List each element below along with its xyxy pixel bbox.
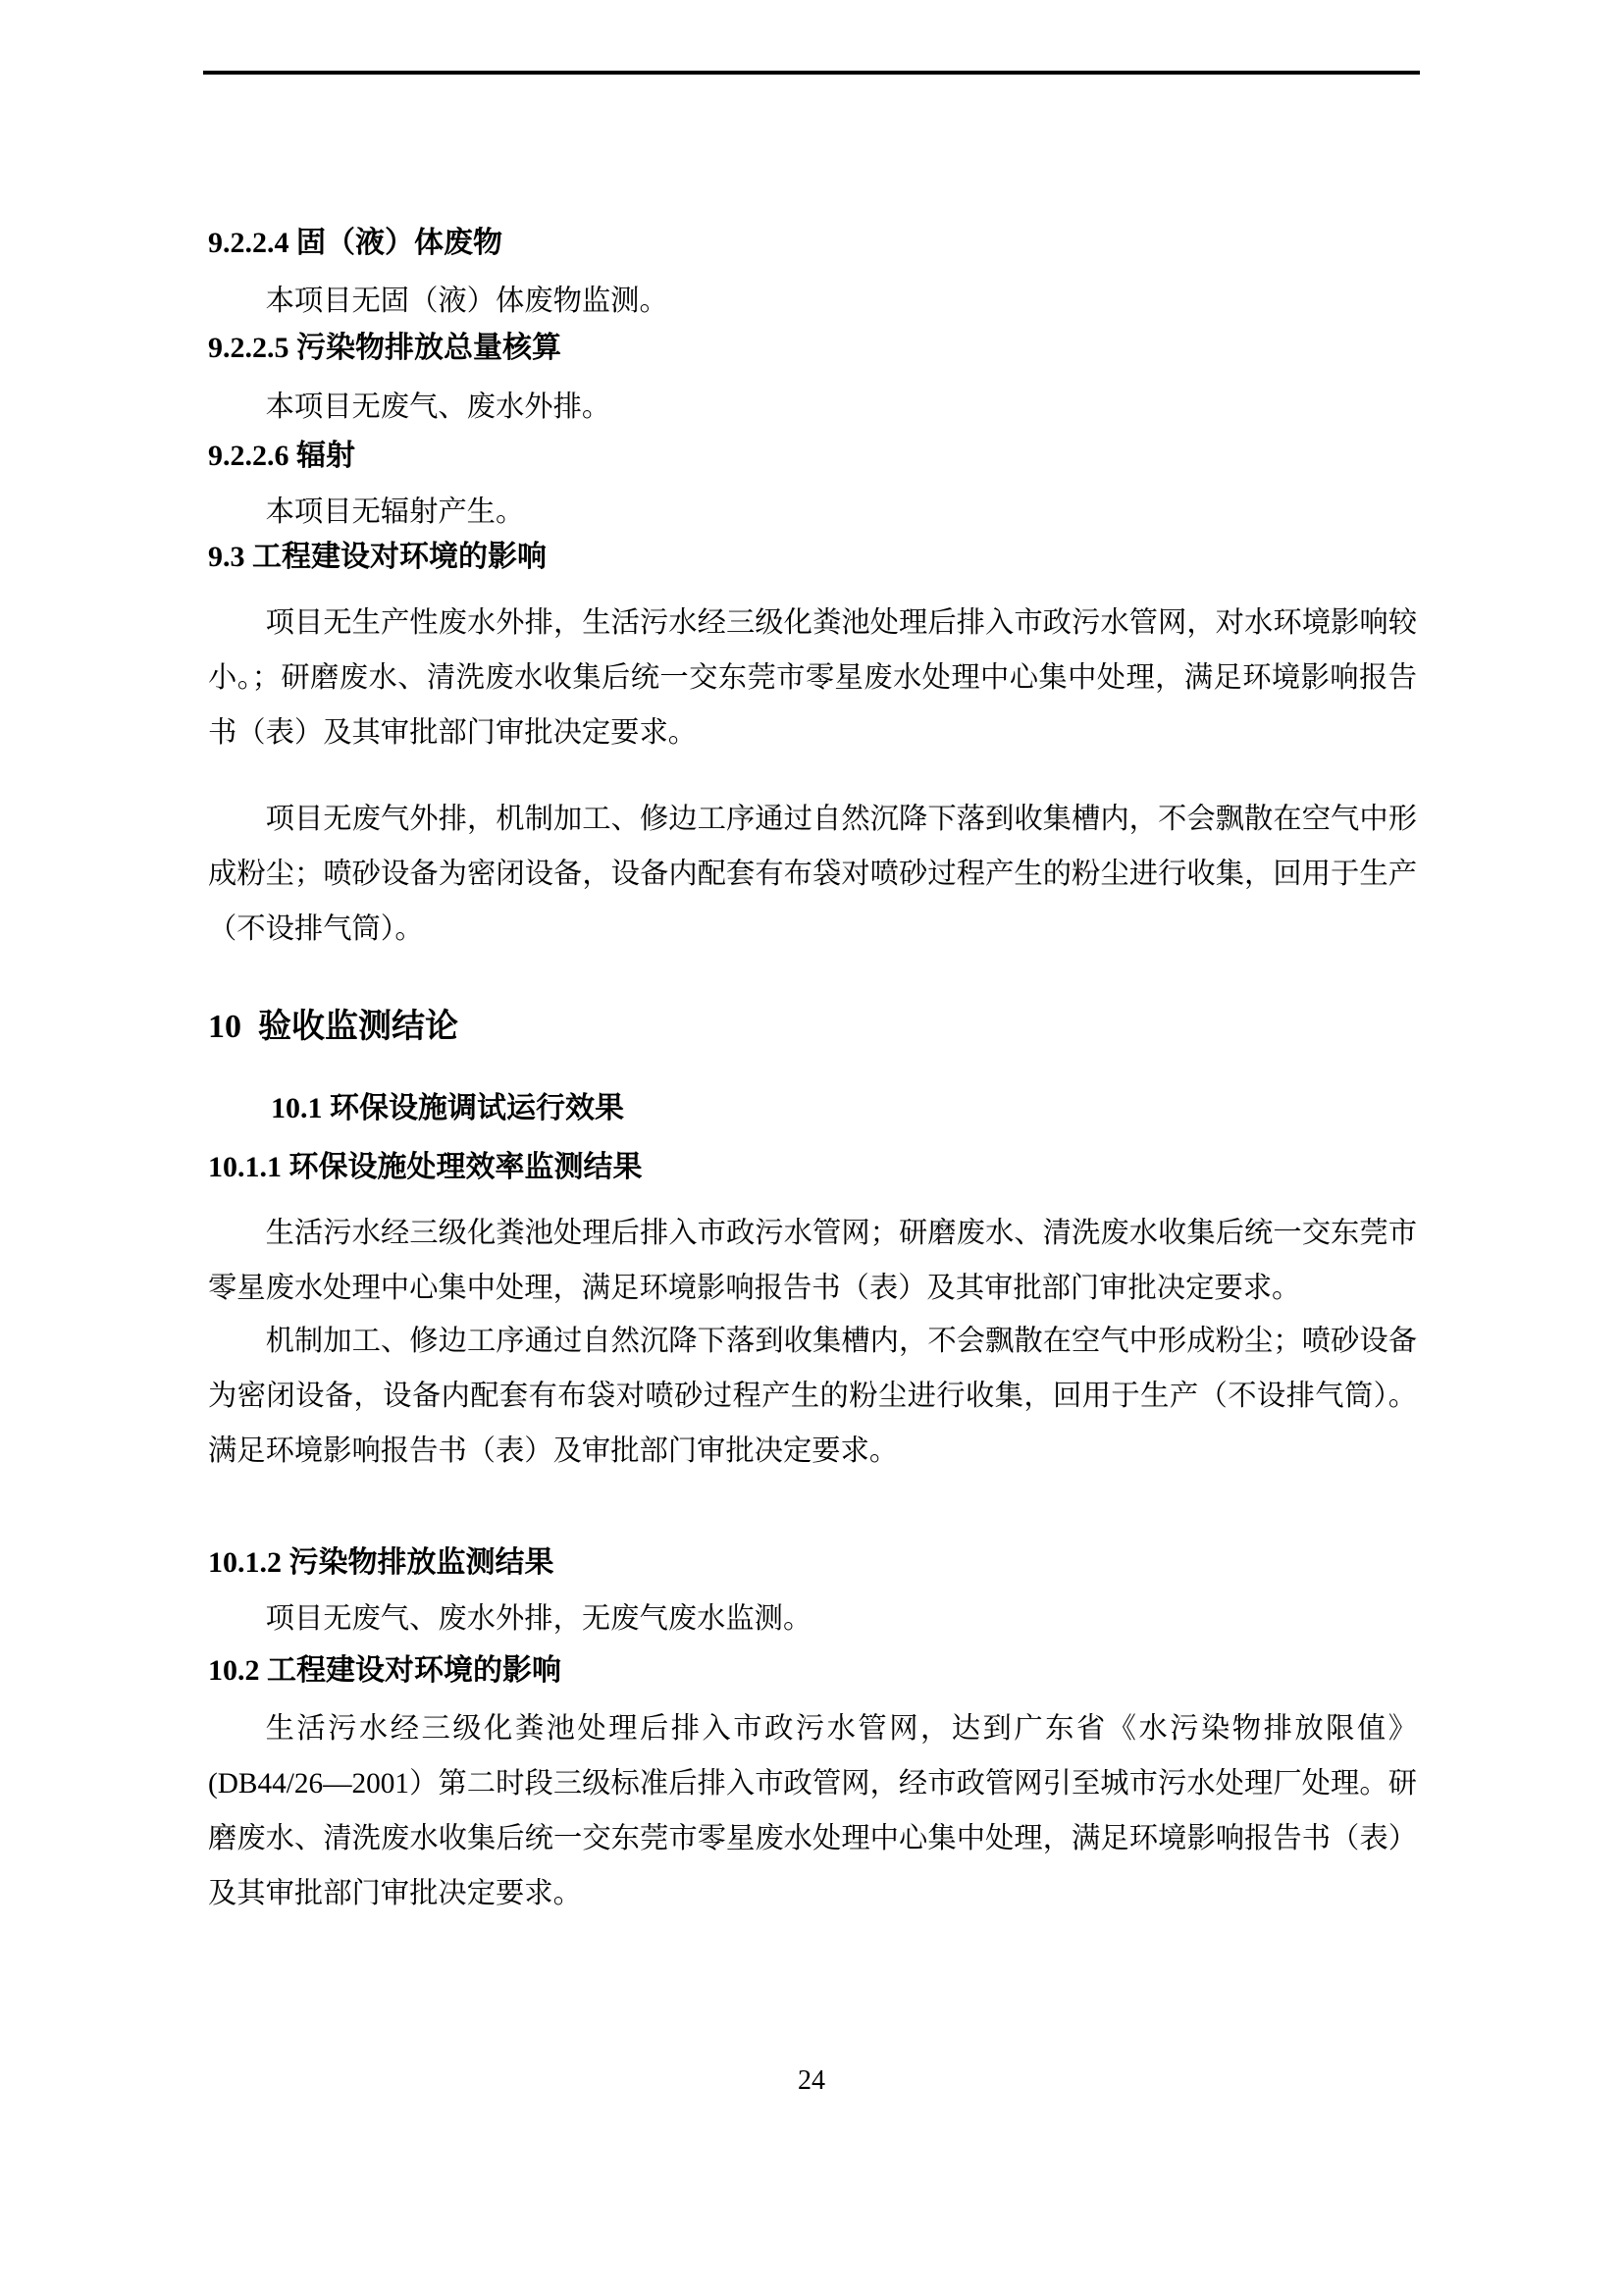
paragraph-10-1-1-water: 生活污水经三级化粪池处理后排入市政污水管网；研磨废水、清洗废水收集后统一交东莞市零星废水处理中心集中处理，满足环境影响报告书（表）及其审批部门审批决定要求。 (208, 1218, 1417, 1304)
heading-10: 10 验收监测结论 (208, 1009, 458, 1045)
paragraph-9-2-2-5: 本项目无废气、废水外排。 (265, 391, 611, 423)
heading-9-2-2-5: 9.2.2.5 污染物排放总量核算 (208, 332, 561, 364)
paragraph-9-2-2-6: 本项目无辐射产生。 (265, 496, 525, 528)
heading-9-2-2-4: 9.2.2.4 固（液）体废物 (208, 227, 502, 259)
heading-10-1: 10.1 环保设施调试运行效果 (271, 1092, 624, 1124)
heading-10-1-2: 10.1.2 污染物排放监测结果 (208, 1546, 554, 1579)
heading-9-3: 9.3 工程建设对环境的影响 (208, 541, 547, 573)
paragraph-10-1-1-dust: 机制加工、修边工序通过自然沉降下落到收集槽内，不会飘散在空气中形成粉尘；喷砂设备为密闭设备，设备内配套有布袋对喷砂过程产生的粉尘进行收集，回用于生产（不设排气筒）。满足环境影响报告书（表）及审批部门审批决定要求。 (208, 1326, 1417, 1467)
heading-10-2: 10.2 工程建设对环境的影响 (208, 1654, 561, 1687)
paragraph-9-3-air: 项目无废气外排，机制加工、修边工序通过自然沉降下落到收集槽内，不会飘散在空气中形成粉尘；喷砂设备为密闭设备，设备内配套有布袋对喷砂过程产生的粉尘进行收集，回用于生产（不设排气筒）。 (208, 804, 1417, 945)
heading-9-2-2-6: 9.2.2.6 辐射 (208, 440, 355, 472)
paragraph-9-3-water: 项目无生产性废水外排，生活污水经三级化粪池处理后排入市政污水管网，对水环境影响较小。；研磨废水、清洗废水收集后统一交东莞市零星废水处理中心集中处理，满足环境影响报告书（表）及其审批部门审批决定要求。 (208, 607, 1417, 749)
paragraph-10-1-2: 项目无废气、废水外排，无废气废水监测。 (265, 1603, 812, 1635)
header-rule (203, 71, 1420, 75)
page-number: 24 (798, 2065, 825, 2096)
heading-10-1-1: 10.1.1 环保设施处理效率监测结果 (208, 1151, 643, 1183)
paragraph-9-2-2-4: 本项目无固（液）体废物监测。 (265, 286, 668, 317)
paragraph-10-2: 生活污水经三级化粪池处理后排入市政污水管网，达到广东省《水污染物排放限值》(DB44/26—2001）第二时段三级标准后排入市政管网，经市政管网引至城市污水处理厂处理。研磨废水、清洗废水收集后统一交东莞市零星废水处理中心集中处理，满足环境影响报告书（表）及其审批部门审批决定要求。 (208, 1713, 1417, 1909)
